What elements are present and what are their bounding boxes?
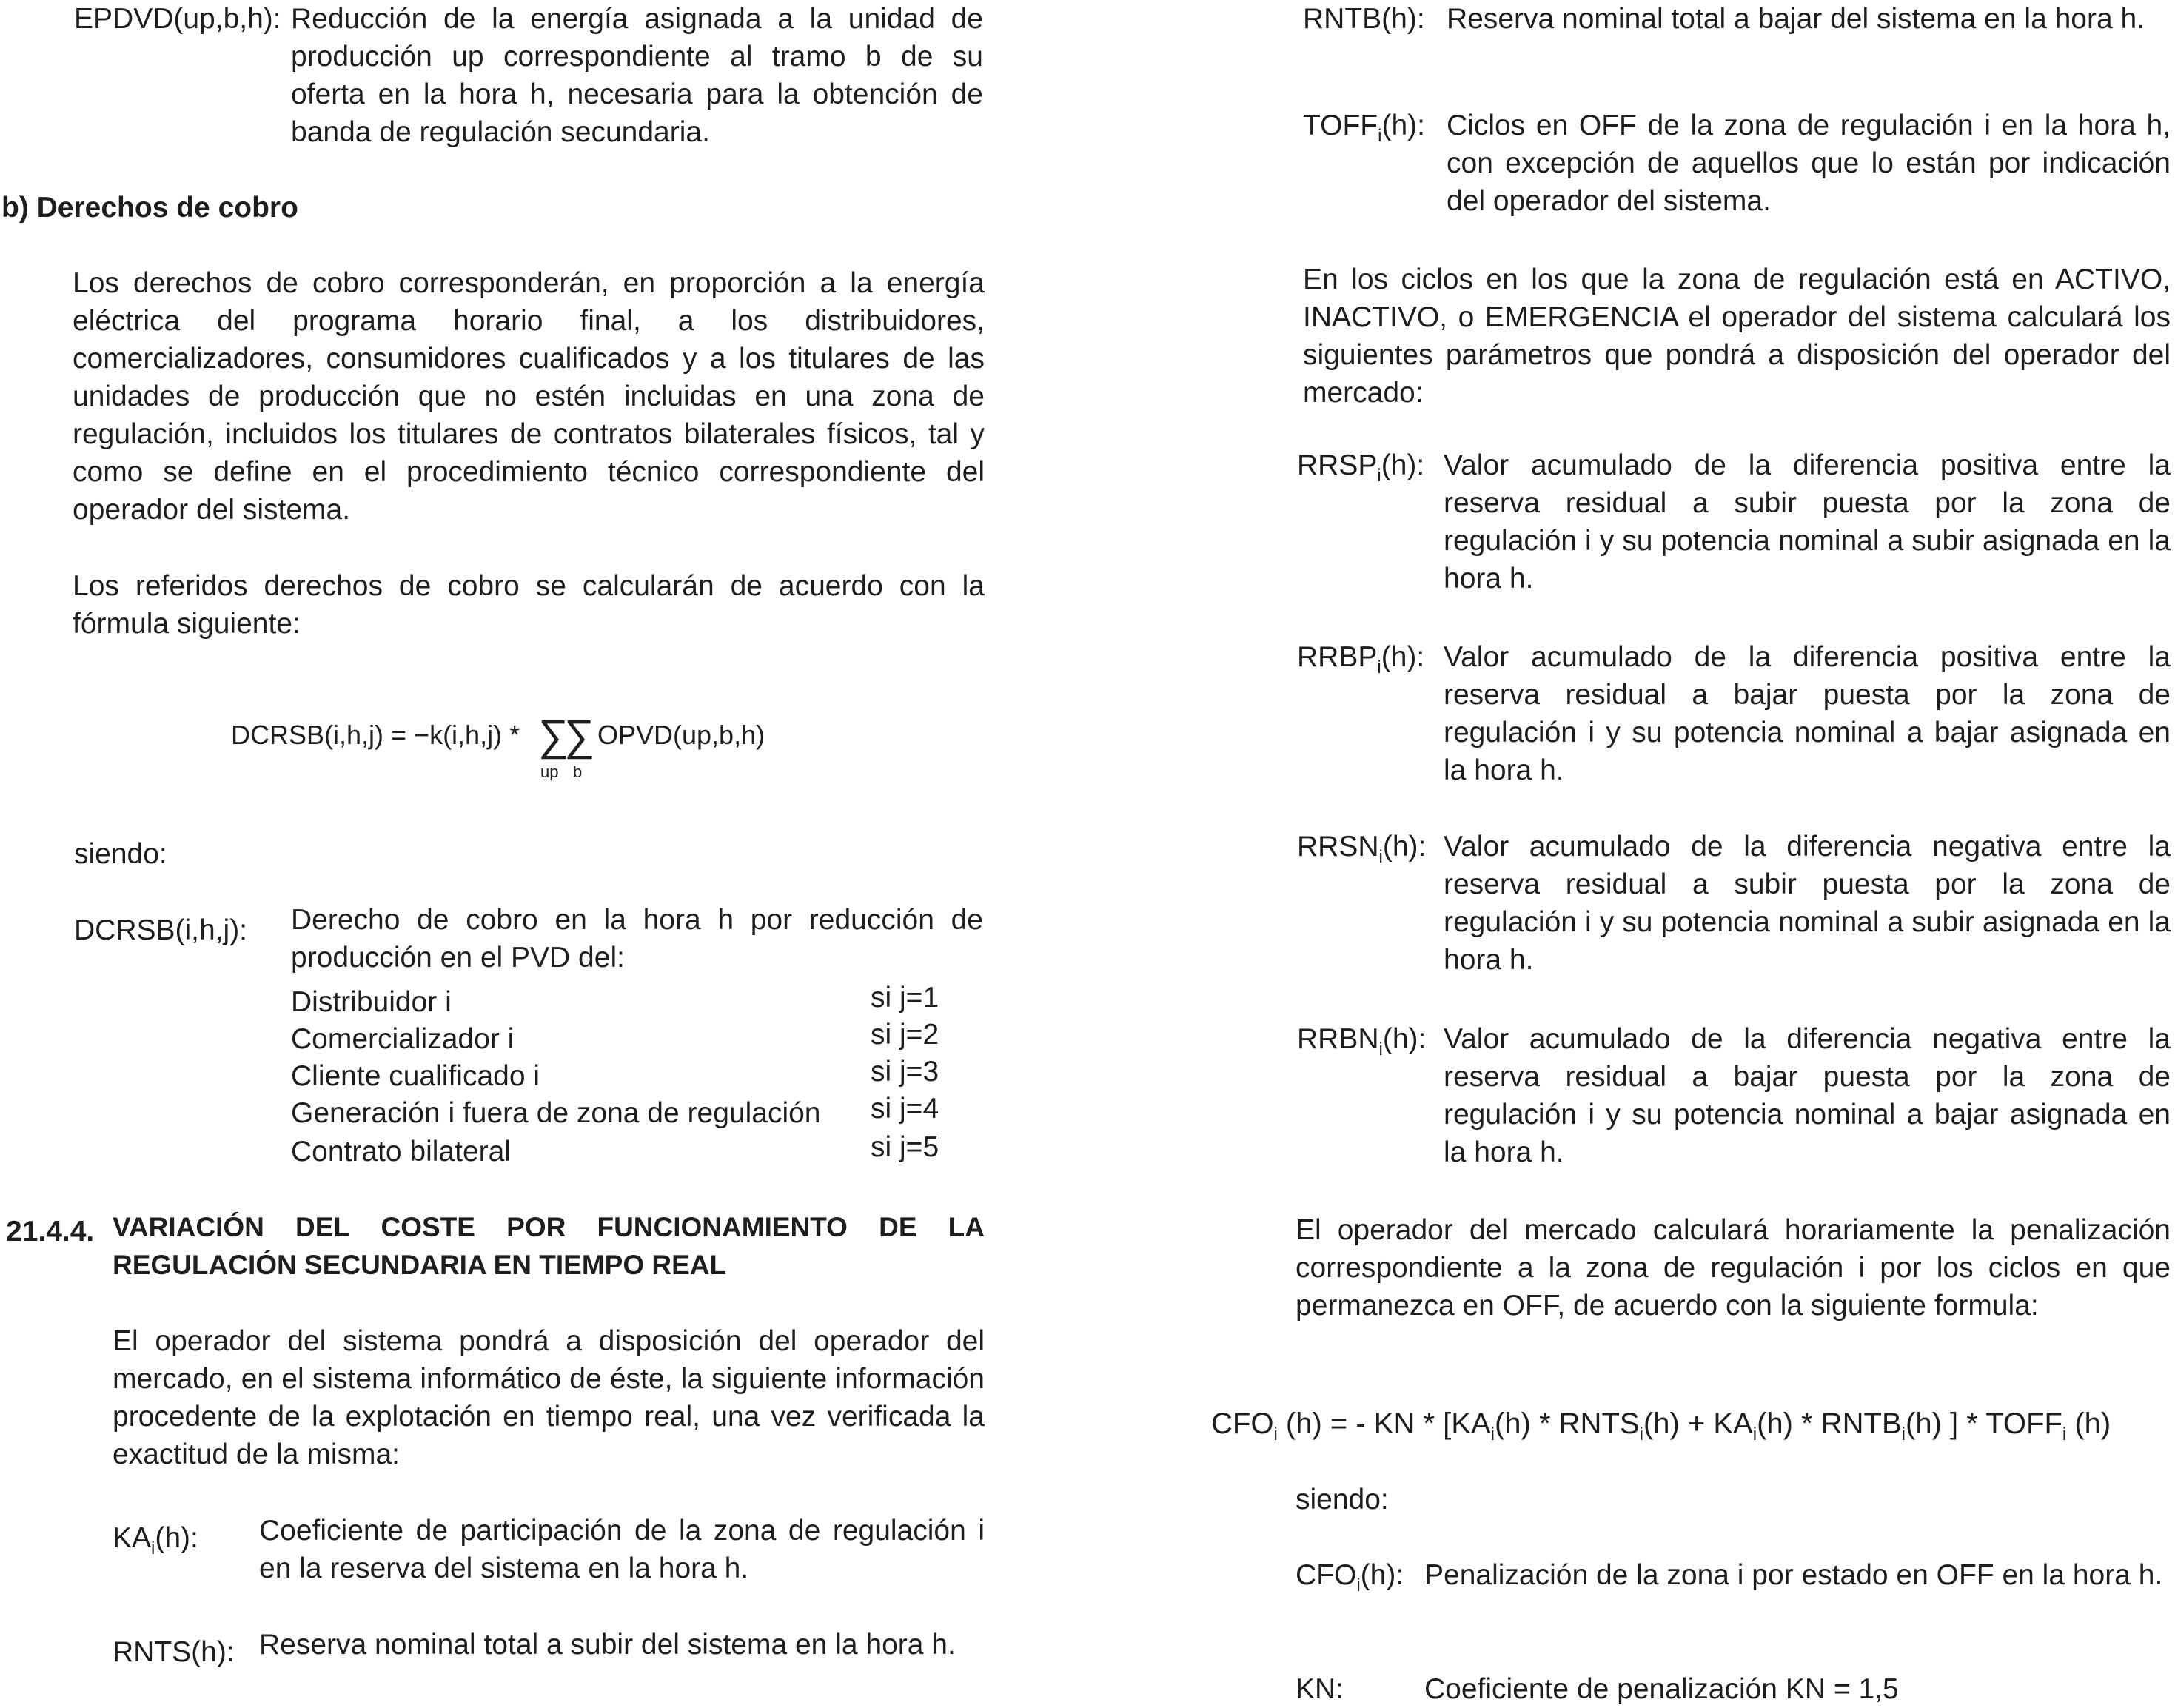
option-condition: si j=2 (871, 1019, 939, 1051)
paragraph-penalizacion: El operador del mercado calculará horariamente la penalización correspondiente a la zona de regulación i por los ciclos en que permanezca en OFF, de acuerdo con la siguiente formula: (1296, 1214, 2171, 1322)
cfo-label: $CFO_i(h)$: (1296, 1559, 1404, 1595)
paragraph-tiempo-real: El operador del sistema pondrá a disposición del operador del mercado, en el sistema informático de éste, la siguiente información procedente de la explotación en tiempo real, una vez verificada la exactitud de la misma: (113, 1325, 985, 1470)
option-name: Comercializador i (291, 1023, 515, 1055)
dcrsb-label: DCRSB(i,h,j): (74, 914, 248, 946)
option-condition: si j=1 (871, 982, 939, 1014)
rrbn-label: $RRBN_i(h)$: (1297, 1023, 1427, 1059)
ka-label: $KA_i(h)$: (113, 1522, 198, 1558)
option-name: Distribuidor i (291, 986, 452, 1018)
toff-definition: Ciclos en OFF de la zona de regulación i en la hora h, con excepción de aquellos que lo están por indicación del operador del sistema. (1447, 110, 2171, 217)
option-name: Cliente cualificado i (291, 1060, 540, 1092)
sum-symbol-1: ∑ (538, 711, 569, 760)
option-condition: si j=3 (871, 1056, 939, 1088)
paragraph-derechos-cobro: Los derechos de cobro corresponderán, en proporción a la energía eléctrica del programa horario final, a los distribuidores, comercializadores, consumidores cualificados y a los titulares de las unidades de producción que no estén incluidas en una zona de regulación, incluidos los titulares de contratos bilaterales físicos, tal y como se define en el procedimiento técnico correspondiente del operador del sistema. (73, 267, 985, 526)
rnts-definition: Reserva nominal total a subir del sistema en la hora h. (259, 1629, 956, 1661)
formula-lhs: DCRSB(i,h,j) = −k(i,h,j) * (231, 720, 520, 750)
paragraph-formula-intro: Los referidos derechos de cobro se calcularán de acuerdo con la fórmula siguiente: (73, 570, 985, 640)
ka-definition: Coeficiente de participación de la zona de regulación i en la reserva del sistema en la hora h. (259, 1515, 985, 1584)
dcrsb-definition: Derecho de cobro en la hora h por reducción de producción en el PVD del: (291, 904, 983, 974)
formula-rhs: OPVD(up,b,h) (597, 720, 765, 750)
rrbn-definition: Valor acumulado de la diferencia negativa entre la reserva residual a bajar puesta por la zona de regulación i y su potencia nominal a bajar asignada en la hora h. (1444, 1023, 2171, 1168)
kn-definition: Coeficiente de penalización KN = 1,5 (1424, 1673, 1899, 1705)
option-name: Generación i fuera de zona de regulación (291, 1097, 821, 1129)
rrsn-label: $RRSN_i(h)$: (1297, 831, 1427, 867)
section-title: VARIACIÓN DEL COSTE POR FUNCIONAMIENTO DE LA REGULACIÓN SECUNDARIA EN TIEMPO REAL (113, 1212, 985, 1280)
cfo-formula: $CFO_i$ (h) = - KN * [$KA_i(h)$ * $RNTS_i(h) + KA_i(h)$ * $RNTB_i(h)$ ] * $TOFF_i$ (h) (1211, 1407, 2111, 1444)
rrsp-label: $RRSP_i(h)$: (1297, 449, 1425, 486)
rrbp-definition: Valor acumulado de la diferencia positiva entre la reserva residual a bajar puesta por la zona de regulación i y su potencia nominal a bajar asignada en la hora h. (1444, 641, 2171, 786)
section-b-title: b) Derechos de cobro (1, 192, 298, 224)
dcrsb-formula (231, 711, 823, 792)
rnts-label: RNTS(h): (113, 1636, 235, 1668)
epdvd-definition: Reducción de la energía asignada a la unidad de producción up correspondiente al tramo b de su oferta en la hora h, necesaria para la obtención de banda de regulación secundaria. (291, 3, 983, 148)
section-number: 21.4.4. (6, 1216, 95, 1247)
epdvd-label: EPDVD(up,b,h): (74, 3, 281, 35)
sum-index-b: b (573, 763, 583, 781)
rntb-label: RNTB(h): (1303, 3, 1425, 35)
kn-label: KN: (1296, 1673, 1344, 1705)
option-name: Contrato bilateral (291, 1136, 511, 1168)
rrsn-definition: Valor acumulado de la diferencia negativa entre la reserva residual a subir puesta por la zona de regulación i y su potencia nominal a subir asignada en la hora h. (1444, 831, 2171, 976)
sum-index-up: up (540, 763, 559, 781)
siendo-left: siendo: (74, 838, 167, 870)
rntb-definition: Reserva nominal total a bajar del sistema en la hora h. (1447, 3, 2145, 35)
rrsp-definition: Valor acumulado de la diferencia positiva entre la reserva residual a subir puesta por la zona de regulación i y su potencia nominal a subir asignada en la hora h. (1444, 449, 2171, 595)
siendo-right: siendo: (1296, 1484, 1389, 1516)
rrbp-label: $RRBP_i(h)$: (1297, 641, 1425, 677)
option-condition: si j=4 (871, 1093, 939, 1125)
option-condition: si j=5 (871, 1131, 939, 1163)
toff-label: $TOFF_i(h)$: (1303, 110, 1425, 146)
paragraph-ciclos: En los ciclos en los que la zona de regulación está en ACTIVO, INACTIVO, o EMERGENCIA el operador del sistema calculará los siguientes parámetros que pondrá a disposición del operador del mercado: (1303, 264, 2171, 409)
cfo-definition: Penalización de la zona i por estado en OFF en la hora h. (1424, 1559, 2163, 1591)
sum-symbol-2: ∑ (564, 711, 595, 760)
